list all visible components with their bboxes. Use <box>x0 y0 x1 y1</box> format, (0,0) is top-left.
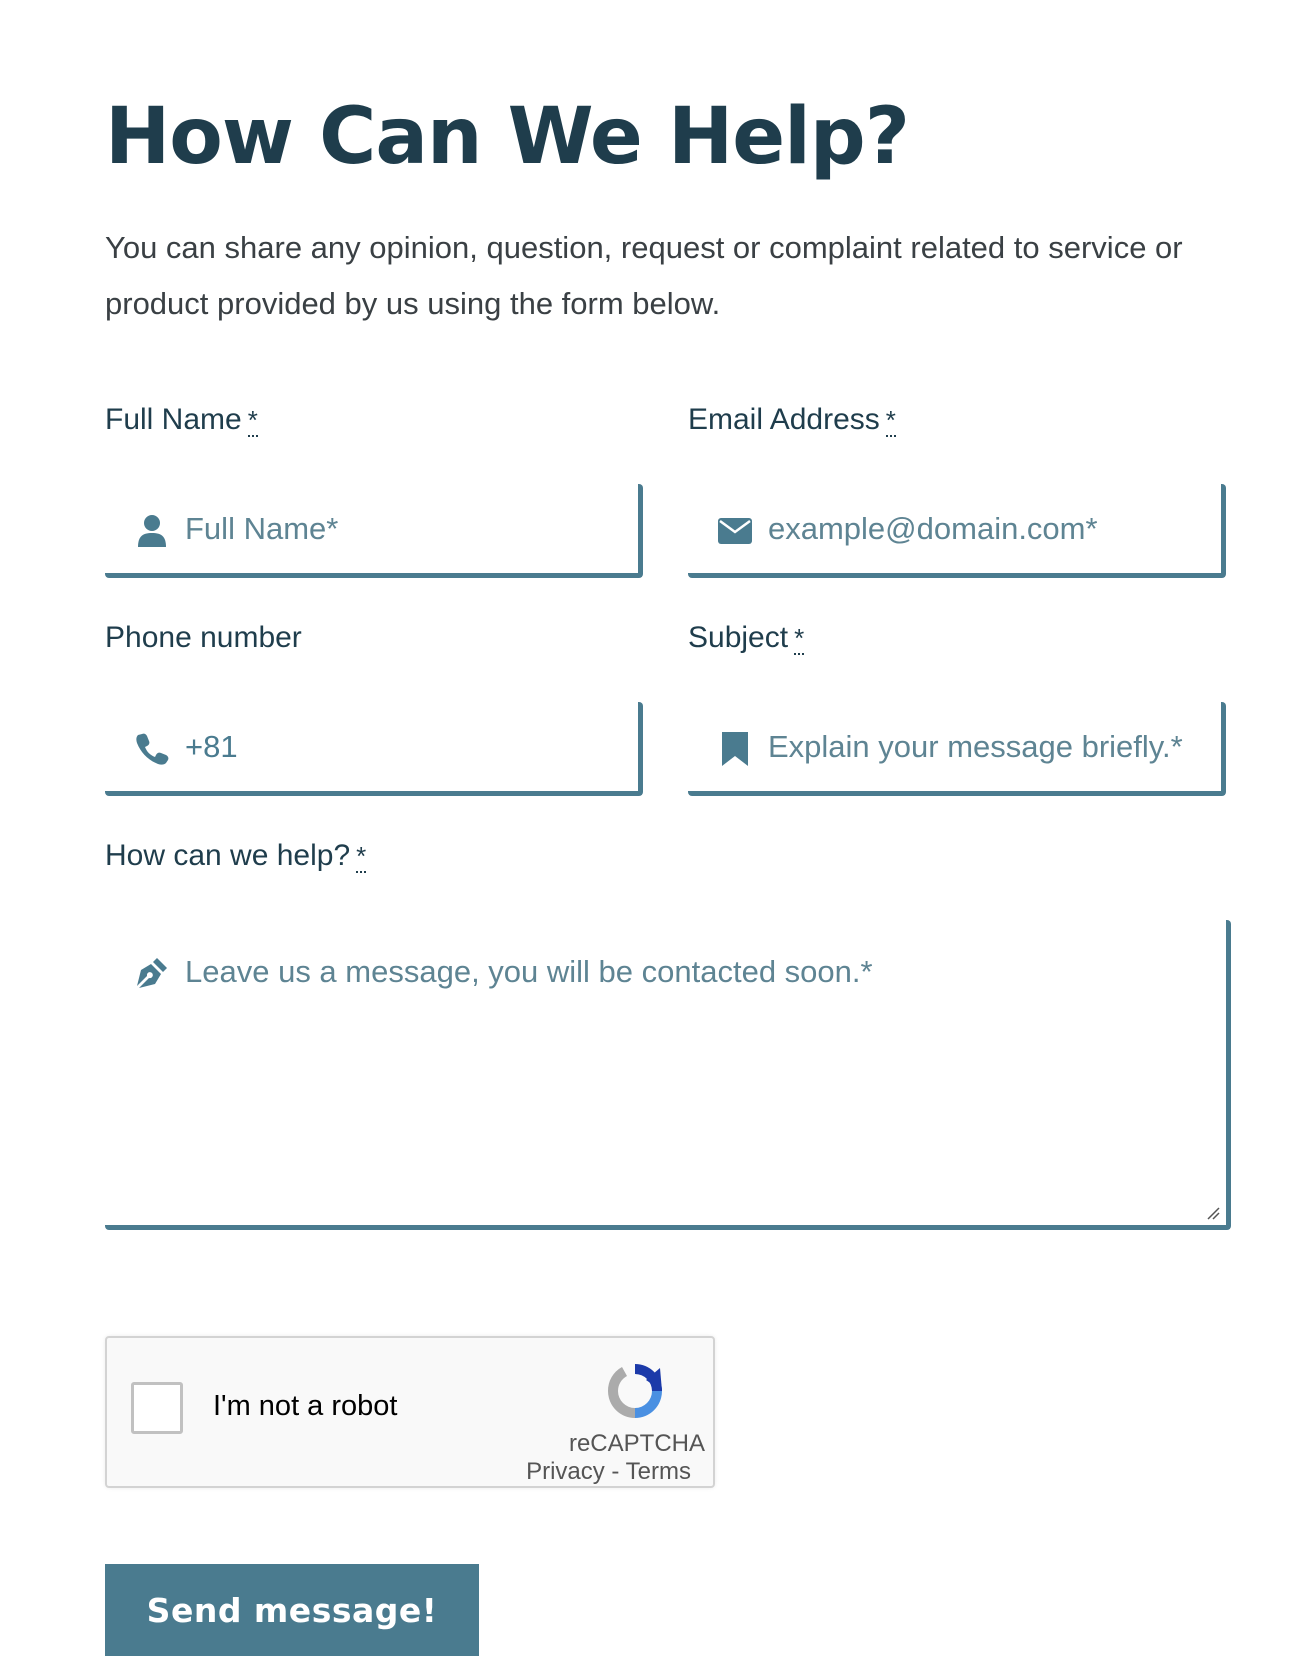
phone-input[interactable] <box>185 702 625 792</box>
message-box <box>105 920 1231 1230</box>
pen-icon <box>135 956 169 990</box>
full-name-field <box>105 400 643 580</box>
full-name-input[interactable] <box>185 484 625 574</box>
envelope-icon <box>718 514 752 548</box>
email-box <box>688 484 1226 578</box>
recaptcha-brand: reCAPTCHA <box>568 1430 705 1457</box>
recaptcha-separator: - <box>604 1458 626 1485</box>
recaptcha-links <box>526 1458 691 1486</box>
required-mark: * <box>885 405 896 435</box>
message-label <box>105 836 1231 876</box>
full-name-label-text: Full Name <box>105 403 242 436</box>
subject-box <box>688 702 1226 796</box>
required-mark: * <box>247 405 258 435</box>
phone-icon <box>135 732 169 766</box>
send-message-button[interactable]: Send message! <box>105 1564 479 1656</box>
email-label-text: Email Address <box>688 403 880 436</box>
full-name-box <box>105 484 643 578</box>
subject-label-text: Subject <box>688 621 789 654</box>
message-field <box>105 836 1231 1246</box>
email-label <box>688 400 1226 440</box>
phone-label-text: Phone number <box>105 621 302 654</box>
page-intro: You can share any opinion, question, request or complaint related to service or product provided by us using the form below. <box>105 230 1183 321</box>
user-icon <box>135 514 169 548</box>
email-field <box>688 400 1226 580</box>
page-title: How Can We Help? <box>105 92 909 182</box>
message-textarea[interactable] <box>185 952 1185 1202</box>
email-input[interactable] <box>768 484 1208 574</box>
recaptcha-terms-link[interactable]: Terms <box>625 1458 691 1485</box>
phone-box <box>105 702 643 796</box>
phone-field <box>105 618 643 798</box>
resize-handle-icon[interactable] <box>1206 1205 1220 1219</box>
message-label-text: How can we help? <box>105 839 351 872</box>
recaptcha-logo-icon <box>602 1358 668 1424</box>
bookmark-icon <box>718 732 752 766</box>
recaptcha-privacy-link[interactable]: Privacy <box>526 1458 605 1485</box>
phone-label <box>105 618 643 658</box>
full-name-label <box>105 400 643 440</box>
recaptcha-widget <box>105 1336 715 1488</box>
required-mark: * <box>356 841 367 871</box>
recaptcha-checkbox[interactable] <box>131 1382 183 1434</box>
subject-label <box>688 618 1226 658</box>
recaptcha-label: I'm not a robot <box>213 1390 398 1422</box>
subject-input[interactable] <box>768 702 1208 792</box>
required-mark: * <box>794 623 805 653</box>
subject-field <box>688 618 1226 798</box>
